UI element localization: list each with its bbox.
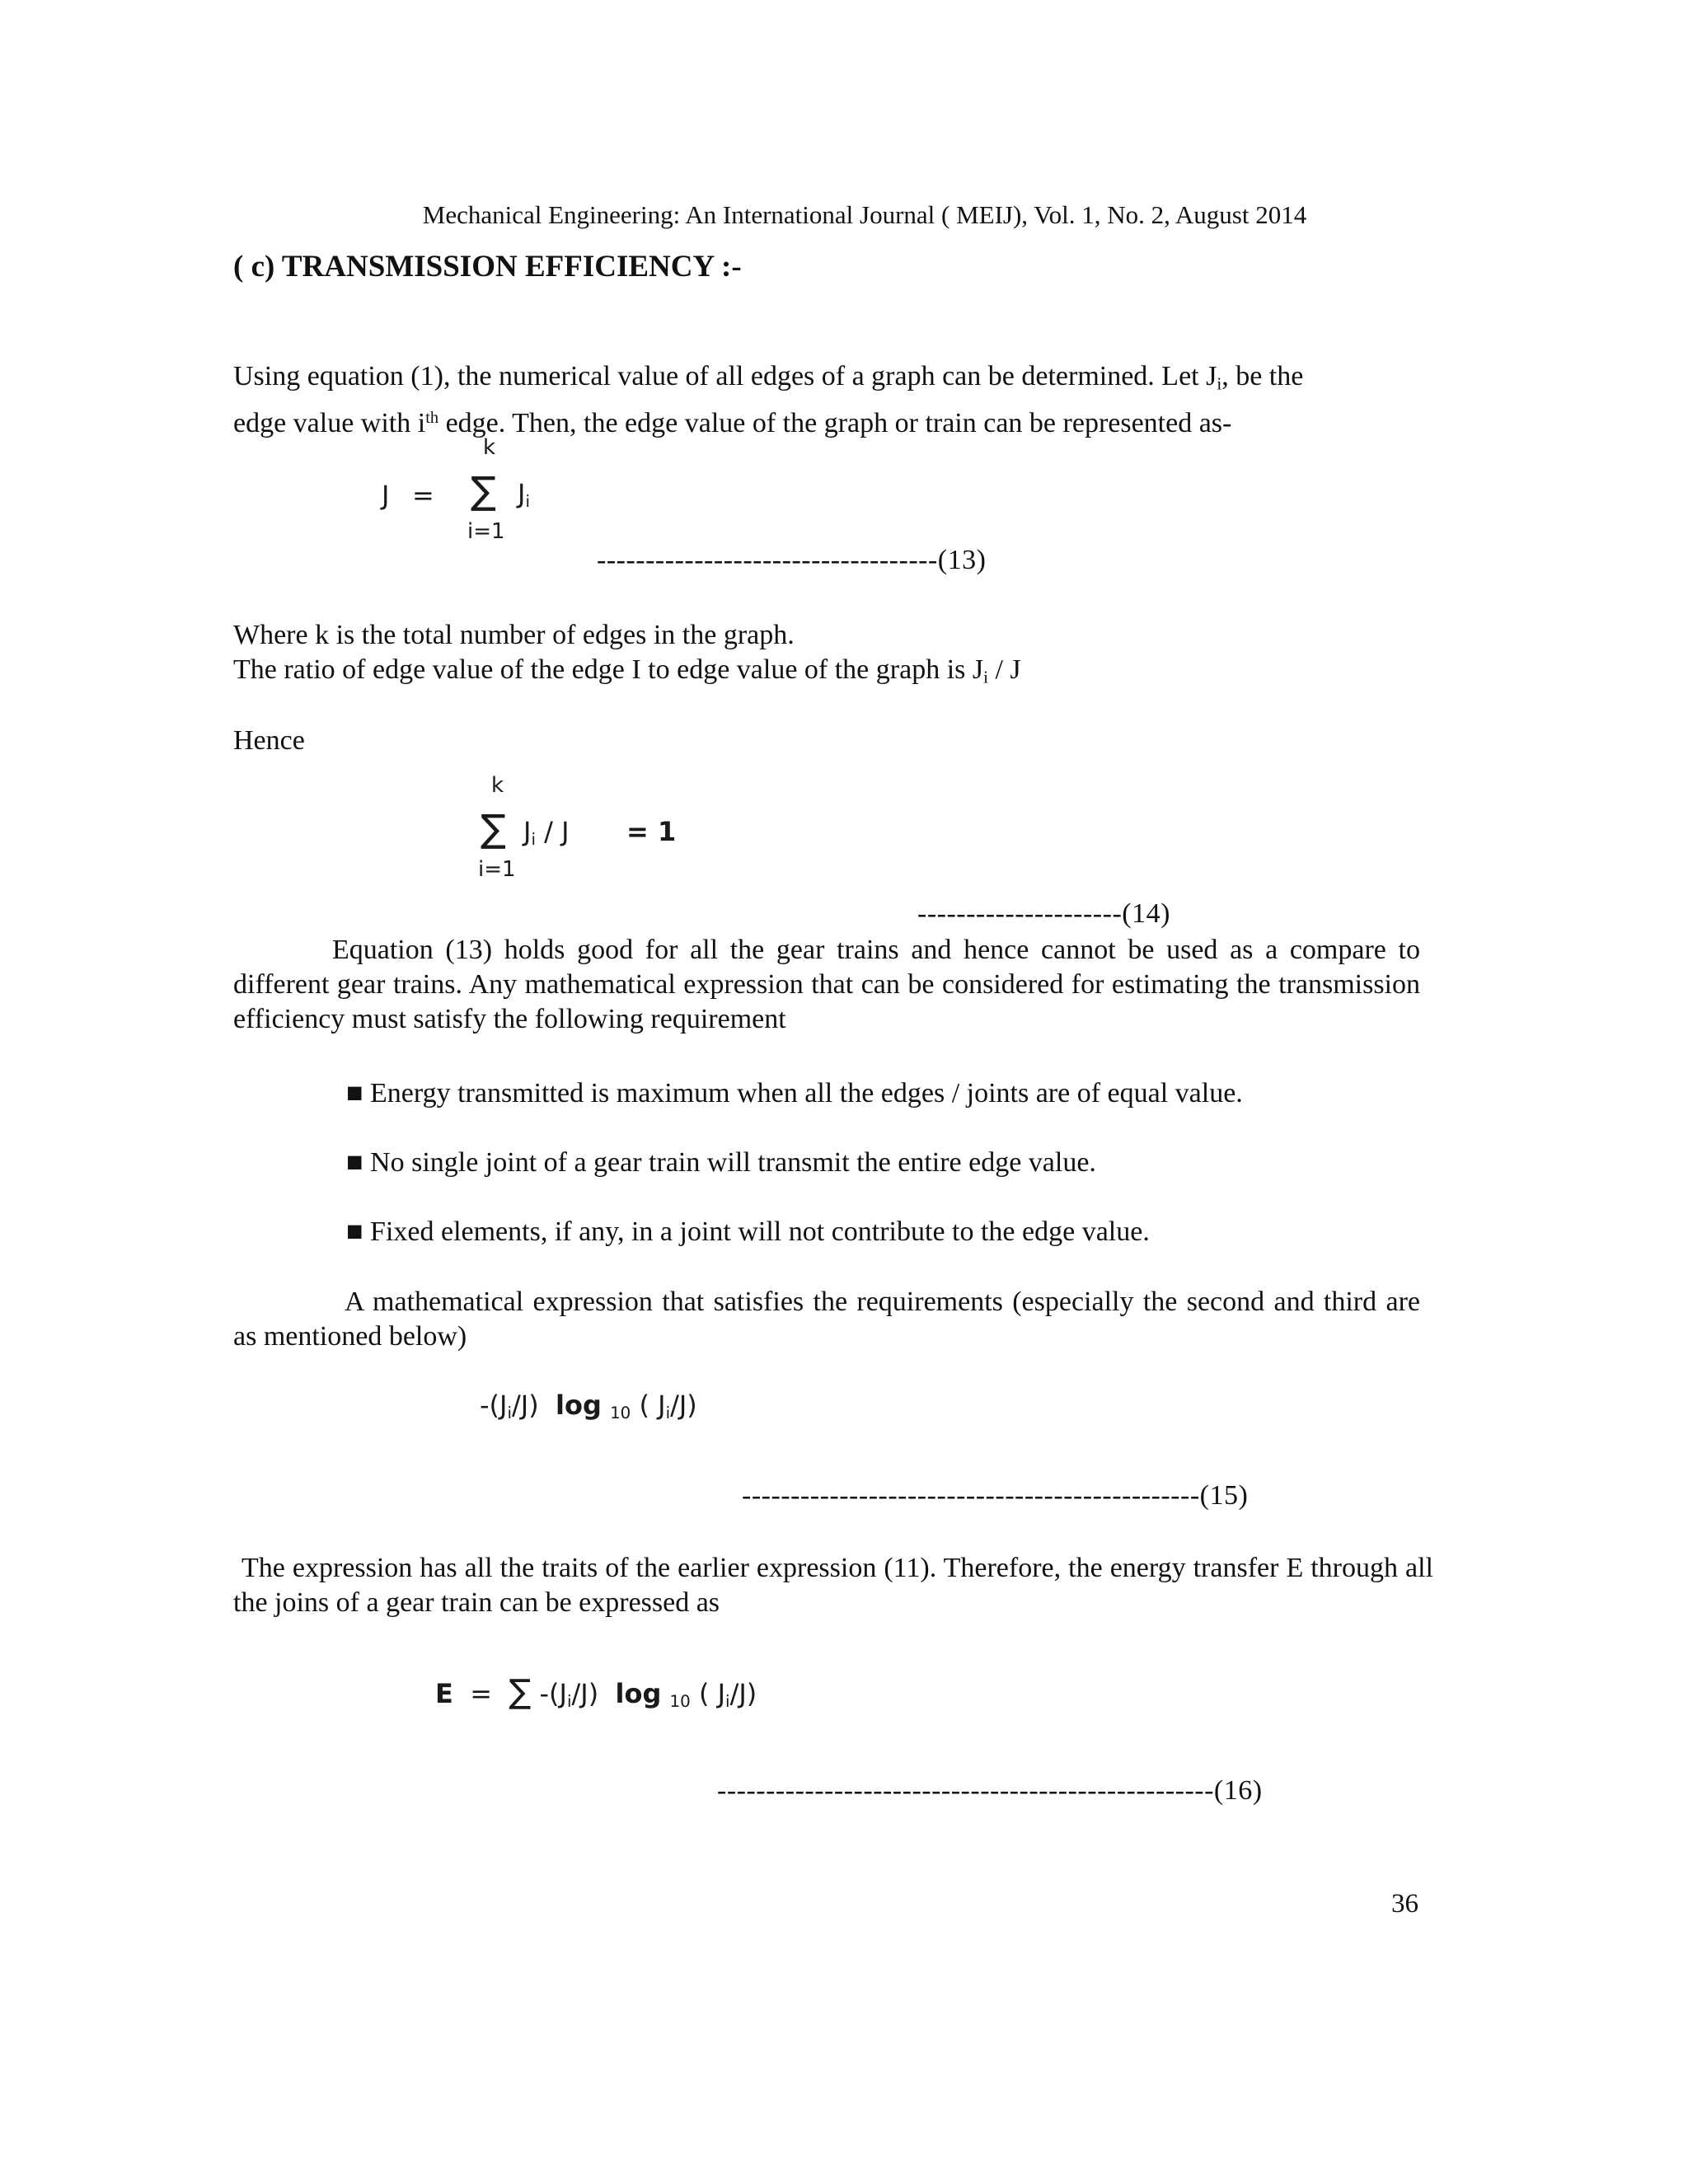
equation-16: E = ∑ $-(J_i/J)$ log $_{10}$ ( $J_i/J$) (435, 1673, 757, 1711)
paragraph-intro-line-1: Using equation (1), the numerical value of all edges of a graph can be determined. Let $J_i$, be the (233, 361, 1304, 394)
paragraph-expression (233, 1285, 1420, 1354)
section-heading-text: ( c) TRANSMISSION EFFICIENCY :- (233, 250, 742, 284)
paragraph-requirement-text: Equation (13) holds good for all the gear trains and hence cannot be used as a compare to different gear trains. Any mathematical expression that can be considered for estimating the transmission efficiency must satisfy the following requirement (233, 935, 1420, 1034)
eq14-rhs: = 1 (626, 816, 677, 847)
eq13-lower-limit: i=1 (467, 519, 505, 544)
equation-15: $-(J_i/J)$ log $_{10}$ ( $J_i/J$) (480, 1390, 697, 1422)
eq13-term: $J_i$ (518, 478, 530, 511)
eq14-sigma: ∑ (481, 806, 506, 851)
eq13-lhs: J (382, 480, 390, 511)
eq14-upper-limit: k (491, 773, 504, 798)
paragraph-energy (233, 1551, 1433, 1620)
paragraph-intro-line-2: edge value with $i^{th}$ edge. Then, the edge value of the graph or train can be represented as- (233, 408, 1232, 439)
page-number: 36 (1391, 1889, 1418, 1919)
journal-title: Mechanical Engineering: An International Journal ( MEIJ), Vol. 1, No. 2, August 2014 (422, 200, 1307, 229)
requirement-item-3: ■ Fixed elements, if any, in a joint will not contribute to the edge value. (346, 1216, 1150, 1247)
hence-label: Hence (233, 725, 305, 756)
equation-14-number: ---------------------(14) (917, 898, 1170, 929)
eq13-equals: = (412, 480, 434, 511)
eq14-lower-limit: i=1 (478, 857, 516, 882)
equation-14 (0, 0, 1688, 907)
paragraph-expression-text: A mathematical expression that satisfies the requirements (especially the second and third are as mentioned below) (233, 1286, 1420, 1352)
paragraph-ratio-line-2: The ratio of edge value of the edge I to edge value of the graph is $J_i$ / J (233, 654, 1021, 687)
requirement-item-2: ■ No single joint of a gear train will transmit the entire edge value. (346, 1147, 1096, 1178)
paragraph-energy-text: The expression has all the traits of the earlier expression (11). Therefore, the energy transfer E through all the joins of a gear train can be expressed as (233, 1553, 1433, 1618)
eq14-term: $J_i$ / J (523, 816, 570, 849)
eq13-sigma: ∑ (471, 468, 496, 513)
paragraph-ratio-line-1: Where k is the total number of edges in the graph. (233, 620, 795, 650)
requirement-item-1: ■ Energy transmitted is maximum when all the edges / joints are of equal value. (346, 1078, 1243, 1108)
equation-16-number: ---------------------------------------------------(16) (717, 1775, 1263, 1806)
equation-13-number: -----------------------------------(13) (597, 545, 987, 575)
equation-15-number: -----------------------------------------------(15) (742, 1480, 1249, 1511)
paragraph-requirement (233, 933, 1420, 1037)
eq13-upper-limit: k (483, 435, 496, 460)
